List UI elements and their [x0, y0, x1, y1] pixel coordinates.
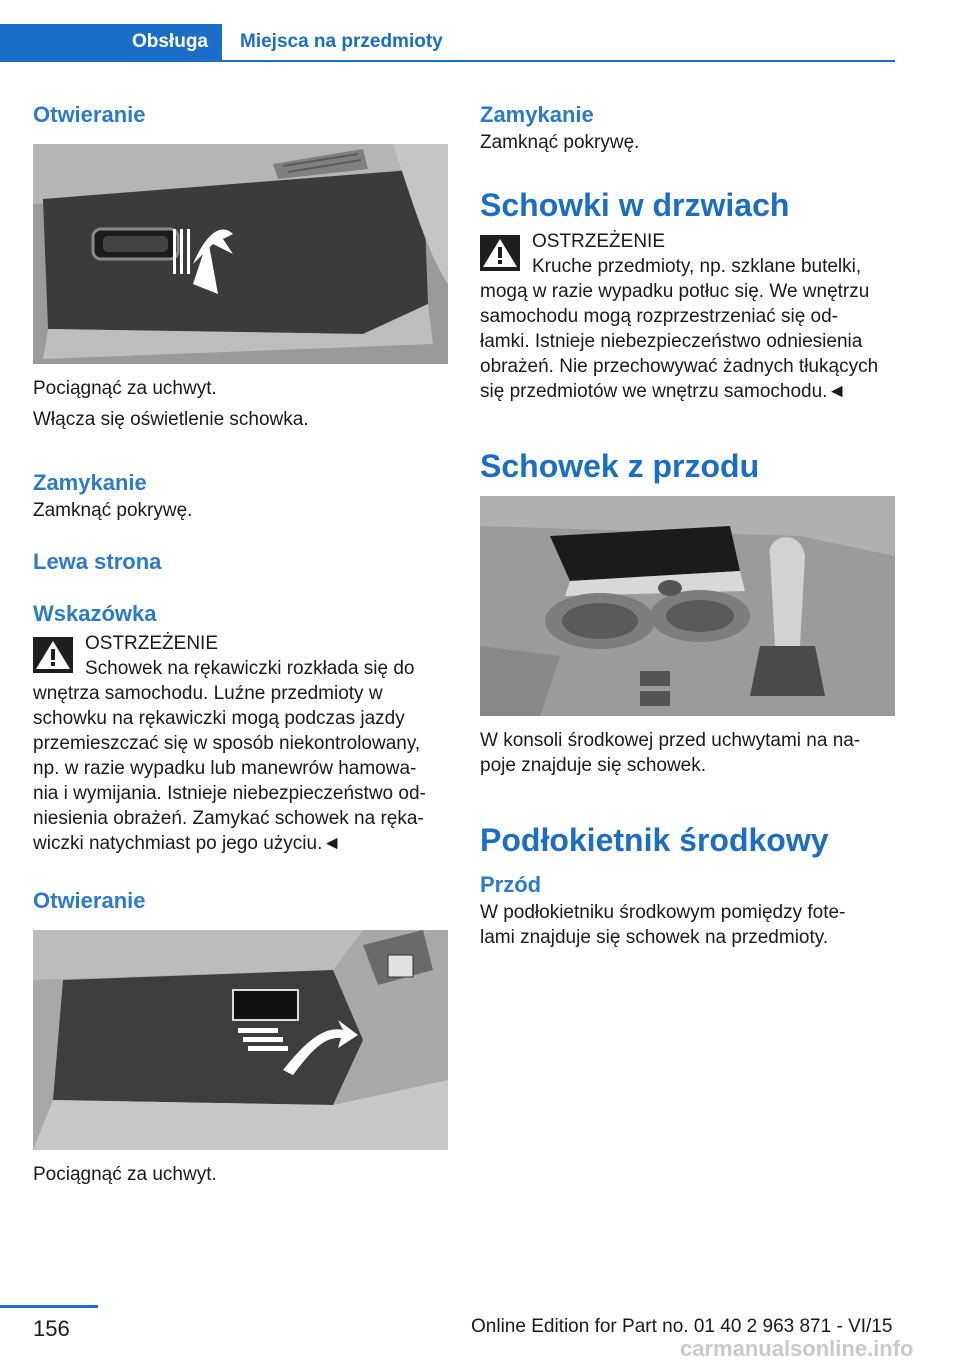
heading-lewa-strona: Lewa strona [33, 549, 162, 574]
warning-line: się przedmiotów we wnętrzu samochodu.◄ [480, 381, 847, 402]
warning-line: schowku na rękawiczki mogą podczas jazdy [33, 708, 405, 729]
warning-line: niesienia obrażeń. Zamykać schowek na ręka- [33, 808, 424, 829]
text-konsola-line: W konsoli środkowej przed uchwytami na na- [480, 730, 861, 751]
front-console-image [480, 496, 895, 716]
tab-obsluga[interactable]: Obsługa [0, 24, 222, 60]
glovebox-open-image [33, 144, 448, 364]
heading-schowek-z-przodu: Schowek z przodu [480, 448, 760, 484]
warning-block-doors [480, 229, 895, 404]
warning-block-glovebox [33, 631, 448, 856]
text-podlokietnik-line: lami znajduje się schowek na przedmioty. [480, 927, 829, 948]
text-close-lid-right: Zamknąć pokrywę. [480, 132, 640, 153]
warning-line: np. w razie wypadku lub manewrów hamowa- [33, 758, 417, 779]
right-column [480, 100, 895, 950]
warning-line: przemieszczać się w sposób niekontrolowany, [33, 733, 421, 754]
warning-line: łamki. Istnieje niebezpieczeństwo odniesienia [480, 331, 863, 352]
header-divider [0, 60, 895, 62]
warning-line: obrażeń. Nie przechowywać żadnych tłukących [480, 356, 879, 377]
left-column [33, 100, 448, 1187]
warning-title: OSTRZEŻENIE [85, 633, 219, 654]
warning-line: Schowek na rękawiczki rozkłada się do [85, 658, 415, 679]
heading-zamykanie-right: Zamykanie [480, 102, 594, 127]
heading-podlokietnik-srodkowy: Podłokietnik środkowy [480, 822, 829, 858]
heading-wskazowka: Wskazówka [33, 601, 157, 626]
warning-line: wiczki natychmiast po jego użyciu.◄ [33, 833, 342, 854]
text-close-lid: Zamknąć pokrywę. [33, 500, 193, 521]
tab-miejsca-na-przedmioty[interactable]: Miejsca na przedmioty [240, 31, 443, 52]
page-header [0, 24, 895, 62]
warning-icon [33, 637, 73, 673]
warning-line: samochodu mogą rozprzestrzeniać się od- [480, 306, 839, 327]
text-pull-handle-2: Pociągnąć za uchwyt. [33, 1164, 217, 1185]
text-konsola-line: poje znajduje się schowek. [480, 755, 707, 776]
page-number: 156 [33, 1316, 70, 1341]
heading-przod: Przód [480, 872, 542, 897]
watermark: carmanualsonline.info [680, 1336, 914, 1361]
text-podlokietnik-line: W podłokietniku środkowym pomiędzy fote- [480, 902, 846, 923]
warning-line: Kruche przedmioty, np. szklane butelki, [532, 256, 862, 277]
heading-schowki-w-drzwiach: Schowki w drzwiach [480, 187, 790, 223]
warning-title: OSTRZEŻENIE [532, 231, 666, 252]
footer-divider [0, 1305, 98, 1308]
heading-zamykanie: Zamykanie [33, 470, 147, 495]
warning-line: wnętrza samochodu. Luźne przedmioty w [33, 683, 383, 704]
text-pull-handle: Pociągnąć za uchwyt. [33, 378, 217, 399]
warning-line: mogą w razie wypadku potłuc się. We wnętrzu [480, 281, 870, 302]
heading-otwieranie: Otwieranie [33, 102, 146, 127]
heading-otwieranie-2: Otwieranie [33, 888, 146, 913]
warning-line: nia i wymijania. Istnieje niebezpieczeństwo od- [33, 783, 426, 804]
warning-icon [480, 235, 520, 271]
edition-text: Online Edition for Part no. 01 40 2 963 871 - VI/15 [471, 1316, 893, 1337]
text-light-on: Włącza się oświetlenie schowka. [33, 409, 309, 430]
left-glovebox-image [33, 930, 448, 1150]
